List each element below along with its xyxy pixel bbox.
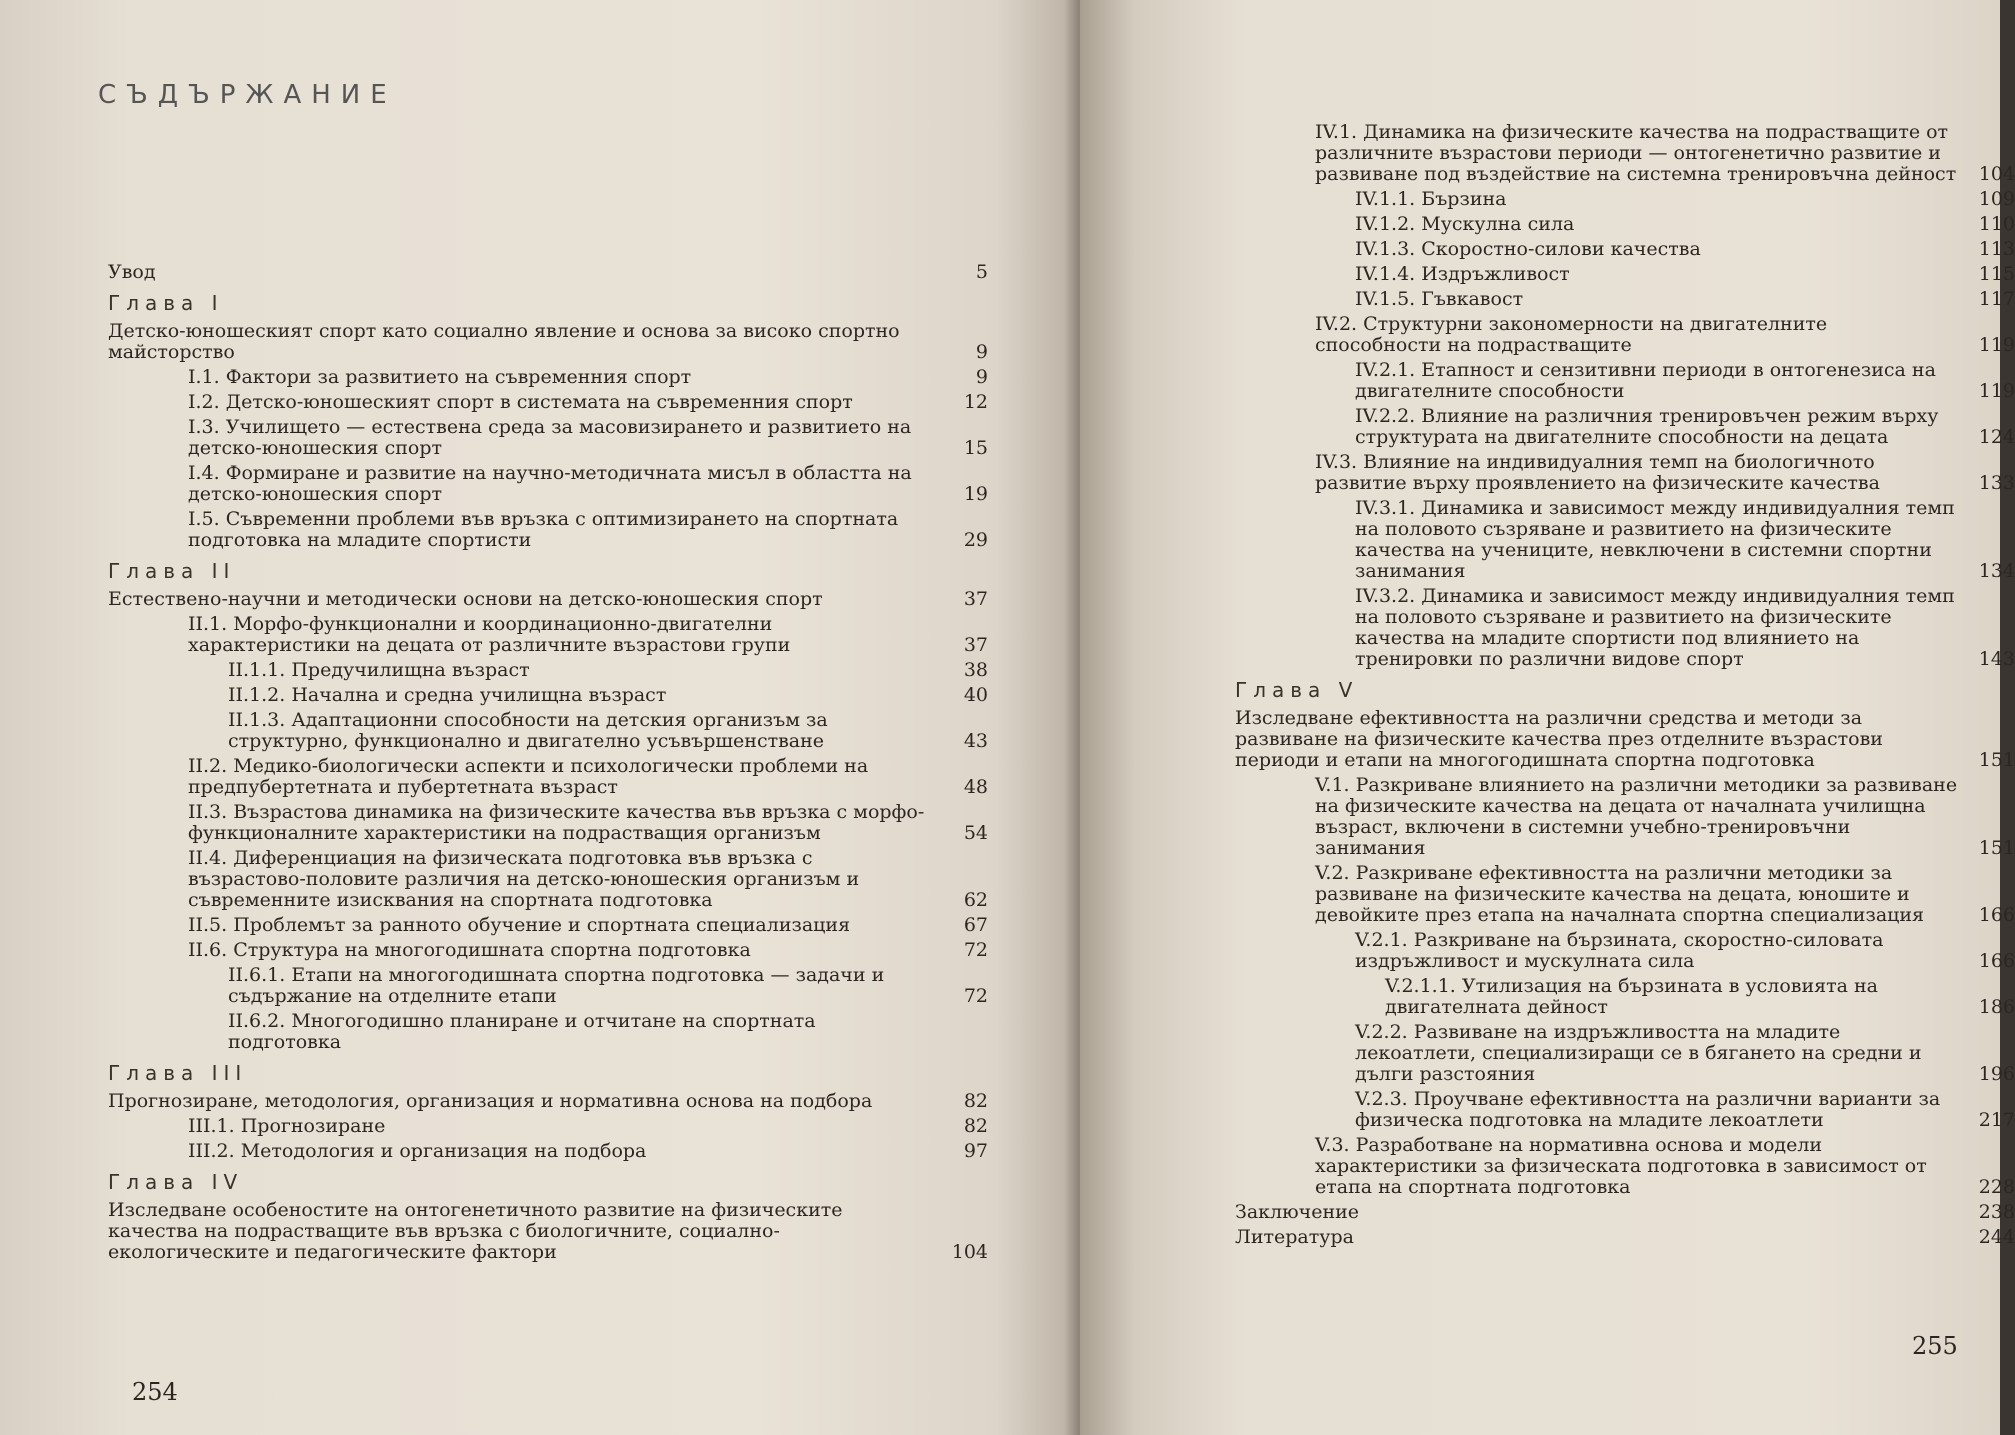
page-number-right: 255 (1912, 1332, 1958, 1360)
toc-entry-title: IV.2. Структурни закономерности на двигателните способности на подрастващите (1315, 313, 1828, 356)
toc-entry (108, 802, 988, 844)
toc-entry (1235, 1022, 2015, 1085)
chapter-heading: Глава III (108, 1061, 248, 1085)
toc-left (108, 258, 988, 1263)
toc-entry (1235, 586, 2015, 670)
toc-entry (1235, 122, 2015, 185)
toc-entry (108, 392, 988, 413)
toc-entry-page: 166 (1978, 950, 2015, 972)
chapter-heading: Глава I (108, 291, 224, 315)
toc-entry-title: IV.1.4. Издръжливост (1355, 263, 1570, 285)
toc-entry-title: IV.2.1. Етапност и сензитивни периоди в онтогенезиса на двигателните способности (1355, 359, 1936, 402)
toc-entry-title: I.3. Училището — естествена среда за масовизирането и развитието на детско-юношеския спорт (188, 416, 912, 459)
toc-entry-title: III.1. Прогнозиране (188, 1115, 386, 1137)
toc-entry-page: 151 (1978, 837, 2015, 859)
toc-entry-page: 117 (1978, 288, 2015, 310)
toc-entry (108, 509, 988, 551)
toc-entry-page: 54 (963, 822, 988, 844)
toc-entry-page: 9 (975, 341, 988, 363)
toc-entry-title: III.2. Методология и организация на подбора (188, 1140, 647, 1162)
toc-entry (1235, 289, 2015, 310)
toc-entry-page: 104 (951, 1241, 988, 1263)
toc-entry-title: V.2. Разкриване ефективността на различни методики за развиване на физическите качества на децата, юношите и девойките през етапа на началната спортна специализация (1315, 862, 1925, 926)
toc-entry-title: V.2.3. Проучване ефективността на различни варианти за физическа подготовка на младите лекоатлети (1355, 1088, 1941, 1131)
toc-entry-page: 238 (1978, 1201, 2015, 1223)
toc-entry-title: I.5. Съвременни проблеми във връзка с оптимизирането на спортната подготовка на младите спортисти (188, 508, 899, 551)
toc-entry-title: II.1.1. Предучилищна възраст (228, 659, 530, 681)
toc-right (1235, 118, 2015, 1248)
toc-entry-title: I.4. Формиране и развитие на научно-методичната мисъл в областта на детско-юношеския спорт (188, 462, 912, 505)
toc-entry-title: IV.1.5. Гъвкавост (1355, 288, 1524, 310)
toc-entry-title: V.1. Разкриване влиянието на различни методики за развиване на физическите качества на децата от началната училищна възраст, включени в системни учебно-тренировъчни занимания (1315, 774, 1958, 859)
toc-entry (1235, 1202, 2015, 1223)
toc-entry (1235, 264, 2015, 285)
toc-entry-title: II.3. Възрастова динамика на физическите качества във връзка с морфо-функционалните характеристики на подрастващия организъм (188, 801, 925, 844)
toc-entry-page: 143 (1978, 648, 2015, 670)
toc-entry-title: IV.1.3. Скоростно-силови качества (1355, 238, 1701, 260)
toc-entry-page: 109 (1978, 188, 2015, 210)
toc-entry (1235, 976, 2015, 1018)
toc-entry-page: 12 (963, 391, 988, 413)
toc-entry (1235, 775, 2015, 859)
toc-entry (1235, 1227, 2015, 1248)
toc-entry-page: 228 (1978, 1176, 2015, 1198)
toc-entry-page: 151 (1978, 749, 2015, 771)
toc-entry-title: IV.1. Динамика на физическите качества на подрастващите от различните възрастови периоди — онтогенетично развитие и развиване под въздействие на системна тренировъчна дейност (1315, 121, 1957, 185)
toc-entry (1235, 708, 2015, 771)
toc-entry-page: 72 (963, 939, 988, 961)
toc-entry-title: II.1. Морфо-функционални и координационно-двигателни характеристики на децата от различните възрастови групи (188, 613, 791, 656)
toc-entry-page: 15 (963, 437, 988, 459)
toc-entry-title: IV.1.1. Бързина (1355, 188, 1507, 210)
toc-entry-title: II.6.1. Етапи на многогодишната спортна подготовка — задачи и съдържание на отделните етапи (228, 964, 885, 1007)
toc-entry-title: Литература (1235, 1226, 1354, 1248)
toc-entry (108, 756, 988, 798)
toc-entry-page: 113 (1978, 238, 2015, 260)
toc-entry (108, 685, 988, 706)
toc-entry (1235, 863, 2015, 926)
toc-entry-page: 186 (1978, 996, 2015, 1018)
toc-entry-title: Изследване ефективността на различни средства и методи за развиване на физическите качества през отделните възрастови периоди и етапи на многогодишната спортна подготовка (1235, 707, 1883, 771)
toc-entry-title: II.6. Структура на многогодишната спортна подготовка (188, 939, 751, 961)
toc-entry (1235, 360, 2015, 402)
toc-entry-page: 67 (963, 914, 988, 936)
toc-entry-page: 134 (1978, 560, 2015, 582)
toc-entry-title: II.6.2. Многогодишно планиране и отчитане на спортната подготовка (228, 1010, 816, 1053)
toc-entry-title: Прогнозиране, методология, организация и нормативна основа на подбора (108, 1090, 873, 1112)
toc-entry-page: 5 (975, 261, 988, 283)
toc-entry-page: 115 (1978, 263, 2015, 285)
toc-entry (108, 660, 988, 681)
toc-entry (1235, 452, 2015, 494)
toc-entry (1235, 239, 2015, 260)
toc-entry-page: 9 (975, 366, 988, 388)
toc-entry-page: 48 (963, 776, 988, 798)
toc-entry (108, 1141, 988, 1162)
toc-entry-page: 119 (1978, 334, 2015, 356)
toc-entry-title: IV.3.2. Динамика и зависимост между индивидуалния темп на половото съзряване и развитието на физическите качества на младите спортисти под влиянието на тренировки по различни видове спорт (1355, 585, 1955, 670)
toc-entry-page: 104 (1978, 163, 2015, 185)
toc-entry-page: 37 (963, 634, 988, 656)
toc-entry-title: I.2. Детско-юношеският спорт в системата на съвременния спорт (188, 391, 853, 413)
toc-entry (108, 417, 988, 459)
toc-entry (108, 1091, 988, 1112)
toc-entry-page: 29 (963, 529, 988, 551)
toc-entry (108, 965, 988, 1007)
toc-entry-title: II.1.3. Адаптационни способности на детския организъм за структурно, функционално и двигателно усъвършенстване (228, 709, 828, 752)
toc-entry (108, 1011, 988, 1053)
toc-entry-page: 244 (1978, 1226, 2015, 1248)
toc-entry-title: II.4. Диференциация на физическата подготовка във връзка с възрастово-половите различия на детско-юношеския организъм и съвременните изисквания на спортната подготовка (188, 847, 860, 911)
toc-entry (1235, 930, 2015, 972)
toc-entry (108, 262, 988, 283)
toc-entry-title: IV.3. Влияние на индивидуалния темп на биологичното развитие върху проявлението на физическите качества (1315, 451, 1880, 494)
toc-entry (1235, 1089, 2015, 1131)
toc-entry (108, 710, 988, 752)
toc-entry (1235, 498, 2015, 582)
page-number-left: 254 (132, 1378, 178, 1406)
toc-entry-page: 82 (963, 1090, 988, 1112)
toc-entry (108, 848, 988, 911)
toc-entry-page: 43 (963, 730, 988, 752)
toc-entry-page: 40 (963, 684, 988, 706)
toc-entry-title: Заключение (1235, 1201, 1360, 1223)
toc-entry (1235, 406, 2015, 448)
toc-entry (108, 940, 988, 961)
toc-entry-page: 119 (1978, 380, 2015, 402)
toc-entry-page: 124 (1978, 426, 2015, 448)
toc-entry-page: 37 (963, 588, 988, 610)
toc-entry-page: 196 (1978, 1063, 2015, 1085)
toc-entry-title: V.2.1.1. Утилизация на бързината в условията на двигателната дейност (1385, 975, 1878, 1018)
toc-entry-title: II.1.2. Начална и средна училищна възраст (228, 684, 667, 706)
toc-entry-title: II.2. Медико-биологически аспекти и психологически проблеми на предпубертетната и пубертетната възраст (188, 755, 869, 798)
toc-entry-page: 19 (963, 483, 988, 505)
toc-entry-page: 133 (1978, 472, 2015, 494)
toc-entry-page: 38 (963, 659, 988, 681)
toc-entry-title: V.2.1. Разкриване на бързината, скоростно-силовата издръжливост и мускулната сила (1355, 929, 1884, 972)
toc-entry-page: 62 (963, 889, 988, 911)
toc-entry (108, 463, 988, 505)
toc-entry (108, 614, 988, 656)
toc-entry-title: IV.1.2. Мускулна сила (1355, 213, 1575, 235)
toc-entry-title: Естествено-научни и методически основи на детско-юношеския спорт (108, 588, 823, 610)
toc-entry (108, 915, 988, 936)
toc-entry-page: 166 (1978, 904, 2015, 926)
toc-entry (108, 367, 988, 388)
toc-entry-title: I.1. Фактори за развитието на съвременния спорт (188, 366, 692, 388)
toc-entry-title: IV.3.1. Динамика и зависимост между индивидуалния темп на половото съзряване и развитието на физическите качества на учениците, невключени в системни спортни занимания (1355, 497, 1955, 582)
toc-entry (108, 1116, 988, 1137)
right-page (1080, 0, 2015, 1435)
toc-entry-title: V.3. Разработване на нормативна основа и модели характеристики за физическата подготовка в зависимост от етапа на спортната подготовка (1315, 1134, 1927, 1198)
toc-entry (1235, 314, 2015, 356)
toc-entry-title: Увод (108, 261, 156, 283)
toc-entry (108, 321, 988, 363)
toc-entry-page: 110 (1978, 213, 2015, 235)
toc-entry-title: V.2.2. Развиване на издръжливостта на младите лекоатлети, специализиращи се в бягането на средни и дълги разстояния (1355, 1021, 1922, 1085)
toc-entry-page: 82 (963, 1115, 988, 1137)
toc-entry-title: Изследване особеностите на онтогенетичното развитие на физическите качества на подрастващите във връзка с биологичните, социално-екологическите и педагогическите фактори (108, 1199, 843, 1263)
toc-entry-title: Детско-юношеският спорт като социално явление и основа за високо спортно майсторство (108, 320, 900, 363)
toc-entry (108, 589, 988, 610)
toc-entry (1235, 189, 2015, 210)
chapter-heading: Глава V (1235, 678, 1359, 702)
chapter-heading: Глава II (108, 559, 236, 583)
toc-entry (108, 1200, 988, 1263)
toc-entry-title: II.5. Проблемът за ранното обучение и спортната специализация (188, 914, 851, 936)
chapter-heading: Глава IV (108, 1170, 244, 1194)
toc-entry (1235, 1135, 2015, 1198)
toc-entry-page: 217 (1978, 1109, 2015, 1131)
toc-entry-title: IV.2.2. Влияние на различния тренировъчен режим върху структурата на двигателните способности на децата (1355, 405, 1939, 448)
toc-heading: СЪДЪРЖАНИЕ (98, 80, 397, 110)
toc-entry-page: 97 (963, 1140, 988, 1162)
toc-entry (1235, 214, 2015, 235)
toc-entry-page: 72 (963, 985, 988, 1007)
